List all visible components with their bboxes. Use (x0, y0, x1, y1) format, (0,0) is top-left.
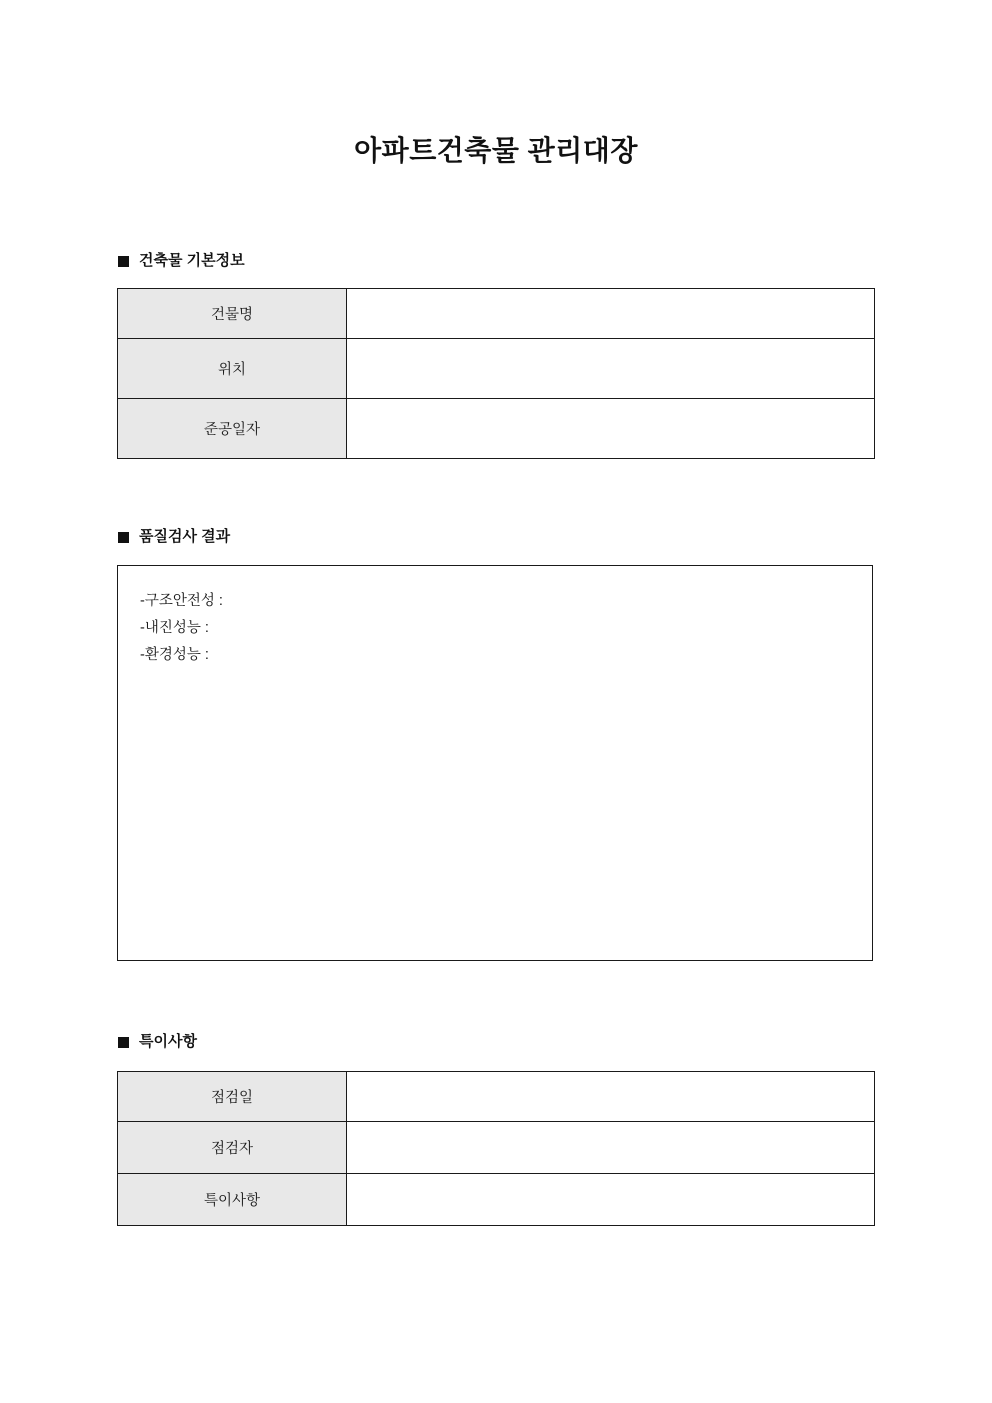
value-inspector[interactable] (347, 1122, 875, 1174)
label-special-notes: 특이사항 (118, 1174, 347, 1226)
square-bullet-icon (118, 1037, 129, 1048)
square-bullet-icon (118, 256, 129, 267)
quality-inspection-textarea[interactable] (117, 565, 873, 961)
table-row (118, 1122, 875, 1174)
section-heading-basic-info-label: 건축물 기본정보 (139, 252, 245, 269)
section-heading-quality-inspection (118, 526, 230, 548)
page-title: 아파트건축물 관리대장 (354, 135, 638, 166)
section-heading-special-notes (118, 1031, 197, 1053)
label-inspector: 점검자 (118, 1122, 347, 1174)
value-special-notes[interactable] (347, 1174, 875, 1226)
label-completion-date: 준공일자 (118, 399, 347, 459)
table-row (118, 399, 875, 459)
value-inspection-date[interactable] (347, 1072, 875, 1122)
table-row (118, 1174, 875, 1226)
value-completion-date[interactable] (347, 399, 875, 459)
quality-line-seismic-performance: -내진성능 : (140, 620, 209, 636)
label-location: 위치 (118, 339, 347, 399)
basic-info-table (117, 288, 875, 459)
quality-line-structural-safety: -구조안전성 : (140, 593, 223, 609)
value-building-name[interactable] (347, 289, 875, 339)
value-location[interactable] (347, 339, 875, 399)
label-building-name: 건물명 (118, 289, 347, 339)
table-row (118, 339, 875, 399)
section-heading-basic-info (118, 250, 245, 272)
square-bullet-icon (118, 532, 129, 543)
table-row (118, 1072, 875, 1122)
table-row (118, 289, 875, 339)
quality-line-environmental-performance: -환경성능 : (140, 647, 209, 663)
section-heading-quality-inspection-label: 품질검사 결과 (139, 528, 231, 545)
label-inspection-date: 점검일 (118, 1072, 347, 1122)
section-heading-special-notes-label: 특이사항 (139, 1033, 197, 1050)
special-notes-table (117, 1071, 875, 1226)
